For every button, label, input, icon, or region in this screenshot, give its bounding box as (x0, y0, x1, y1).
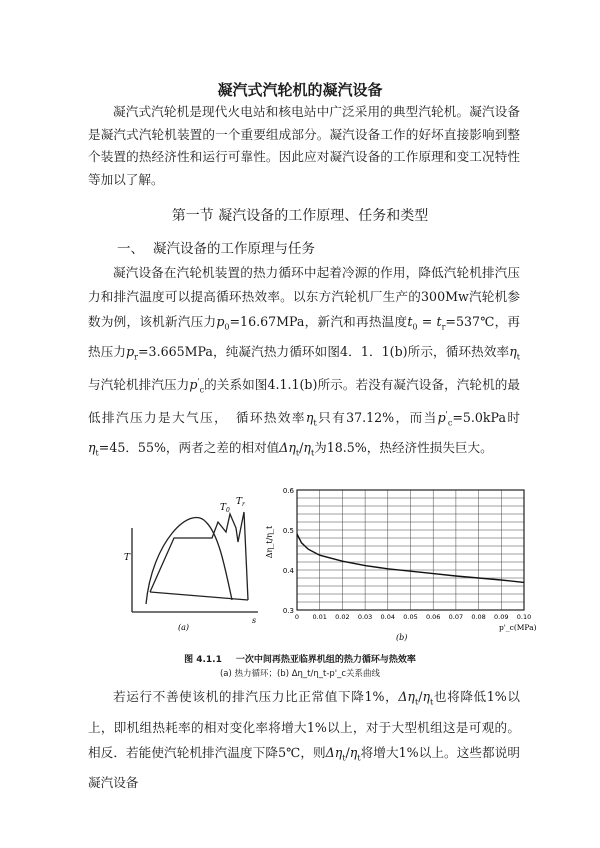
saturation-dome (146, 518, 232, 604)
intro-paragraph: 凝汽式汽轮机是现代火电站和核电站中广泛采用的典型汽轮机。凝汽设备是凝汽式汽轮机装置的一个重要组成部分。凝汽设备工作的好坏直接影响到整个装置的热经济性和运行可靠性。因此应对凝汽设备的工作原理和变工况特性等加以了解。 (88, 104, 520, 187)
chart-x-tick-label: 0.04 (380, 613, 396, 621)
chart-ylabel: Δη_t/η_t (265, 525, 274, 559)
t0-label: $T_0$ (220, 503, 230, 514)
chart-xlabel: p'_c(MPa) (499, 623, 537, 632)
ts-ylabel: T (124, 553, 131, 563)
chart-x-tick-label: 0.05 (403, 613, 418, 621)
chart-x-tick-label: 0.06 (425, 613, 441, 621)
chart-y-tick-label: 0.5 (282, 527, 294, 535)
ts-xlabel: s (252, 616, 257, 625)
ts-diagram (124, 497, 258, 632)
chart-x-tick-label: 0.08 (471, 613, 486, 621)
fig-b-label: (b) (396, 633, 408, 642)
condensing-line (150, 592, 248, 600)
cycle-line (150, 512, 248, 600)
chart-x-tick-label: 0.02 (335, 613, 350, 621)
tr-label: $T_r$ (236, 497, 245, 508)
chart-y-tick-label: 0.4 (282, 567, 294, 575)
figure-caption (0, 652, 600, 665)
chart-x-tick-label: 0.10 (516, 613, 532, 621)
page-title: 凝汽式汽轮机的凝汽设备 (217, 81, 383, 99)
subsection-title: 凝汽设备的工作原理与任务 (153, 241, 315, 257)
subsection-heading (117, 237, 315, 257)
fig-a-label: (a) (178, 623, 190, 632)
chart-x-tick-label: 0.01 (312, 613, 327, 621)
chart-x-tick-label: 0.09 (494, 613, 509, 621)
section-title: 第一节 凝汽设备的工作原理、任务和类型 (171, 208, 429, 224)
chart-x-tick-label: 0.07 (448, 613, 464, 621)
figure-subcaption: (a) 热力循环；(b) Δη_t/η_t-p'_c关系曲线 (219, 669, 381, 679)
figure-caption-label: 图 4.1.1 (184, 655, 222, 665)
chart-x-tick-label: 0 (294, 613, 300, 621)
chart-y-tick-label: 0.6 (282, 487, 294, 495)
figure-caption-title: 一次中间再热亚临界机组的热力循环与热效率 (235, 655, 416, 665)
body-paragraph-1: 凝汽设备在汽轮机装置的热力循环中起着冷源的作用，降低汽轮机排汽压力和排汽温度可以提高循环热效率。以东方汽轮机厂生产的300Mw汽轮机参数为例，该机新汽压力$p_0=16.67MPa$，新汽和再热温度$t_0$ = $t_r=537℃$，再热压力$p_r=3.665MPa$，纯凝汽热力循环如图4．1．1(b)所示，循环热效率$\eta_t$与汽轮机排汽压力$p'_c$的关系如图4.1.1(b)所示。若没有凝汽设备，汽轮机的最低排汽压力是大气压， 循环热效率$\eta_t$只有37.12%，而当$p'_c=5.0kPa$时$\eta_t=45$．55%，两者之差的相对值$\Delta\eta_t/\eta_t$为18.5%，热经济性损失巨大。 (88, 265, 521, 458)
subsection-number: 一、 (117, 241, 144, 257)
chart-y-tick-label: 0.3 (282, 607, 294, 615)
efficiency-chart (265, 487, 537, 642)
body-paragraph-2: 若运行不善使该机的排汽压力比正常值下降1%，$\Delta\eta_t/\eta_t$也将降低1%以上，即机组热耗率的相对变化率将增大1%以上，对于大型机组这是可观的。相反．若能使汽轮机排汽温度下降5℃，则$\Delta\eta_t/\eta_t$将增大1%以上。这些都说明凝汽设备 (88, 689, 520, 791)
chart-x-tick-label: 0.03 (357, 613, 373, 621)
